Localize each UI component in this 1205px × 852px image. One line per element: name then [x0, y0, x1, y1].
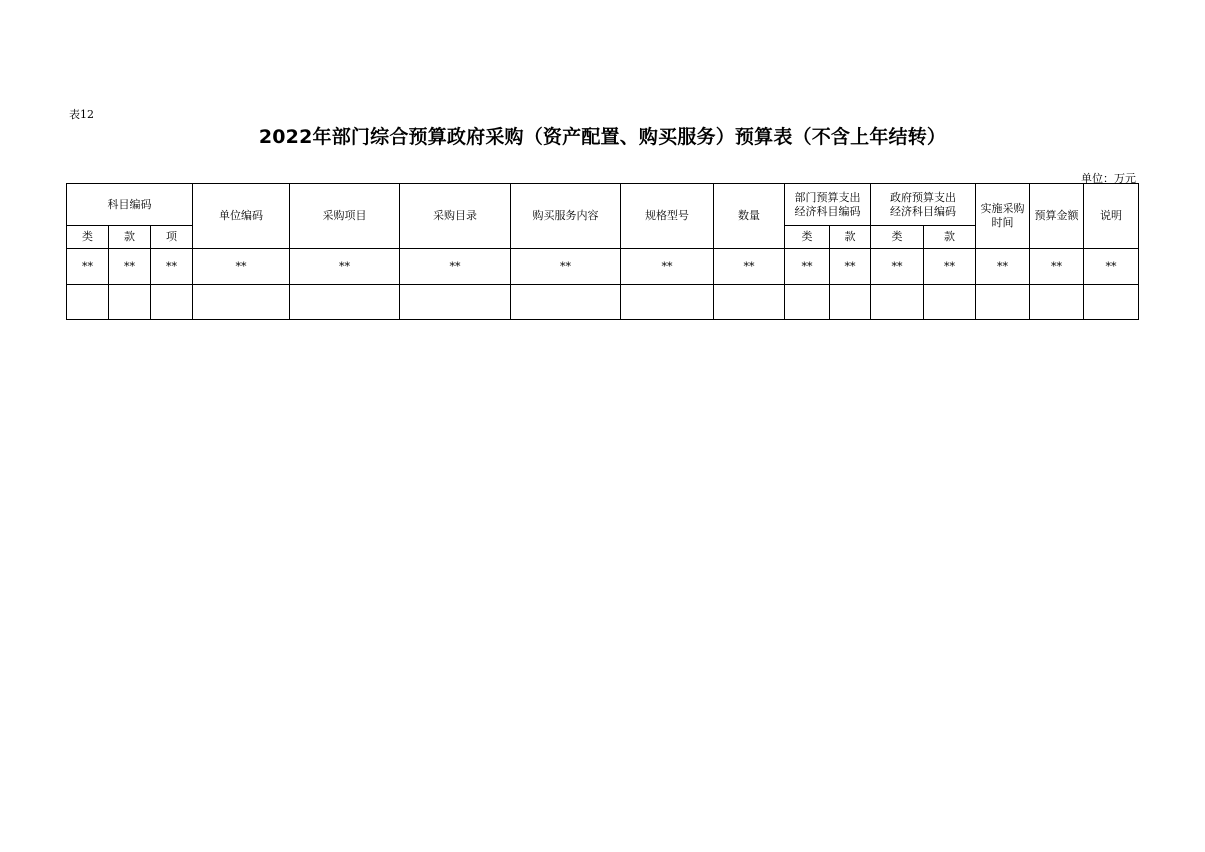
table-cell	[785, 285, 830, 320]
table-cell	[193, 285, 290, 320]
table-cell: **	[830, 249, 871, 285]
table-cell	[976, 285, 1030, 320]
table-cell: **	[714, 249, 785, 285]
header-subject-kuan: 款	[109, 226, 151, 249]
page-title: 2022年部门综合预算政府采购（资产配置、购买服务）预算表（不含上年结转）	[258, 126, 947, 148]
header-dept-econ-line1: 部门预算支出	[794, 190, 861, 204]
unit-note: 单位：万元	[1081, 172, 1136, 185]
table-row	[67, 285, 1139, 320]
header-unit-code: 单位编码	[193, 184, 290, 249]
budget-table	[66, 183, 1139, 320]
header-purchase-item: 采购项目	[290, 184, 400, 249]
header-subject-xiang: 项	[151, 226, 193, 249]
table-cell: **	[290, 249, 400, 285]
header-gov-econ-line1: 政府预算支出	[890, 190, 957, 204]
header-gov-lei: 类	[871, 226, 924, 249]
header-remarks: 说明	[1084, 184, 1139, 249]
table-cell	[871, 285, 924, 320]
table-cell	[1030, 285, 1084, 320]
table-cell: **	[976, 249, 1030, 285]
header-gov-econ-code	[871, 184, 976, 226]
table-cell: **	[621, 249, 714, 285]
table-cell	[714, 285, 785, 320]
table-cell: **	[511, 249, 621, 285]
table-cell: **	[871, 249, 924, 285]
table-cell: **	[785, 249, 830, 285]
header-quantity: 数量	[714, 184, 785, 249]
table-cell	[290, 285, 400, 320]
header-budget-amount: 预算金额	[1030, 184, 1084, 249]
table-cell	[621, 285, 714, 320]
header-impl-time	[976, 184, 1030, 249]
table-row	[67, 249, 1139, 285]
table-cell: **	[400, 249, 511, 285]
header-row-1	[67, 184, 1139, 226]
table-cell: **	[193, 249, 290, 285]
table-cell	[109, 285, 151, 320]
header-dept-lei: 类	[785, 226, 830, 249]
header-purchase-catalog: 采购目录	[400, 184, 511, 249]
table-cell: **	[67, 249, 109, 285]
table-cell	[67, 285, 109, 320]
table-cell: **	[1030, 249, 1084, 285]
header-subject-code: 科目编码	[67, 184, 193, 226]
header-impl-time-line2: 时间	[991, 216, 1014, 229]
header-gov-kuan: 款	[924, 226, 976, 249]
header-spec-model: 规格型号	[621, 184, 714, 249]
table-number: 表12	[69, 108, 94, 121]
header-dept-econ-line2: 经济科目编码	[794, 204, 861, 218]
header-gov-econ-line2: 经济科目编码	[890, 204, 957, 218]
table-cell	[924, 285, 976, 320]
table-cell: **	[151, 249, 193, 285]
table-cell	[830, 285, 871, 320]
header-dept-kuan: 款	[830, 226, 871, 249]
header-subject-lei: 类	[67, 226, 109, 249]
header-dept-econ-code	[785, 184, 871, 226]
table-cell: **	[924, 249, 976, 285]
header-service-content: 购买服务内容	[511, 184, 621, 249]
table-cell	[511, 285, 621, 320]
table-cell: **	[1084, 249, 1139, 285]
header-impl-time-line1: 实施采购	[980, 202, 1025, 215]
table-cell	[400, 285, 511, 320]
table-cell: **	[109, 249, 151, 285]
table-cell	[151, 285, 193, 320]
table-cell	[1084, 285, 1139, 320]
